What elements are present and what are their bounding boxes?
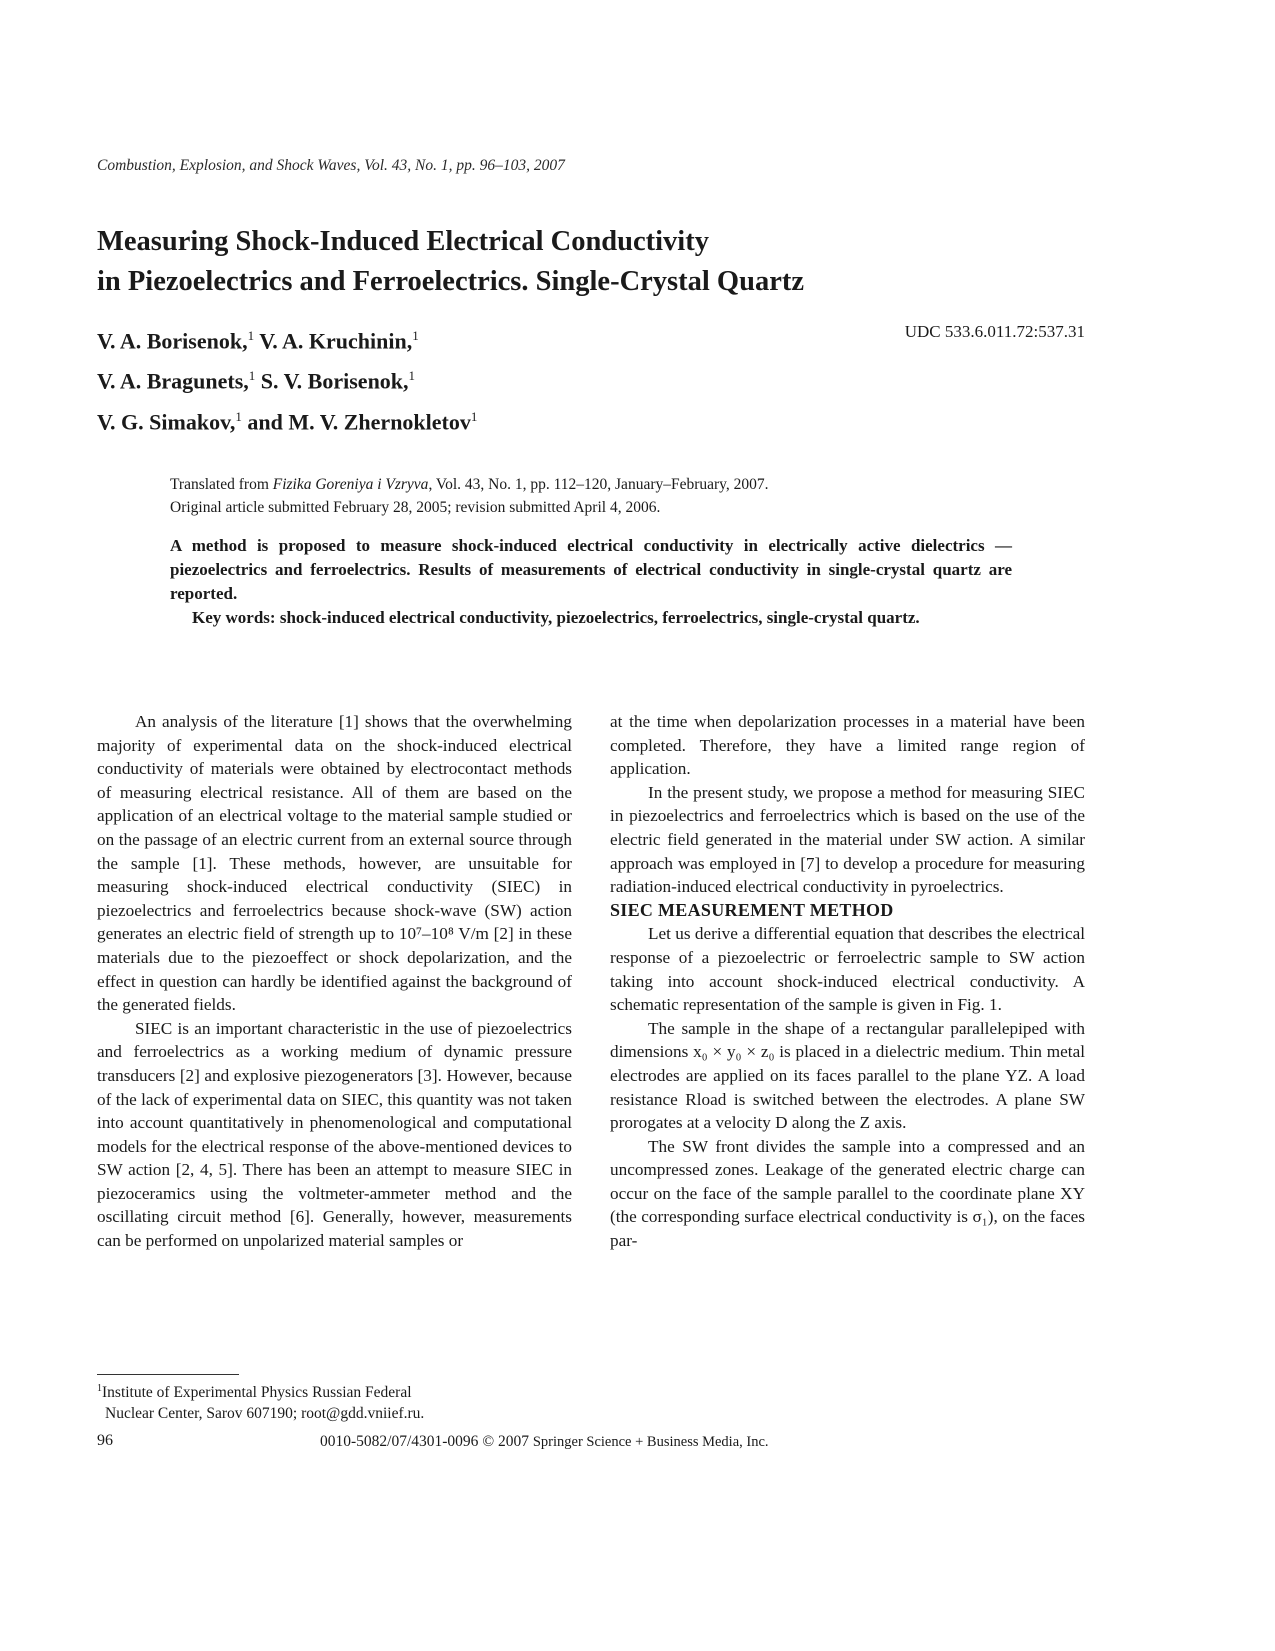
left-column [97,710,572,1253]
footnote-divider [97,1374,239,1375]
footnote-line-1 [97,1378,557,1403]
page-number: 96 [97,1432,113,1449]
title-line-2: in Piezoelectrics and Ferroelectrics. Single-Crystal Quartz [97,266,804,297]
body-paragraph: Let us derive a differential equation that describes the electrical response of a piezoelectric or ferroelectric sample to SW action taking into account shock-induced electrical conductivity. A schematic representation of the sample is given in Fig. 1. [610,924,1085,1015]
author-name: and M. V. Zhernokletov [247,408,471,434]
body-paragraph: In the present study, we propose a method for measuring SIEC in piezoelectrics and ferroelectrics which is based on the use of the electric field generated in the material under SW action. A similar approach was employed in [7] to develop a procedure for measuring radiation-induced electrical conductivity in pyroelectrics. [610,782,1085,897]
abstract [170,534,1012,630]
section-heading: SIEC MEASUREMENT METHOD [610,899,894,920]
author-line-1 [97,318,477,358]
author-affiliation: 1 [470,408,478,424]
keywords: Key words: shock-induced electrical conductivity, piezoelectrics, ferroelectrics, single-crystal quartz. [192,608,920,627]
author-affiliation: 1 [235,408,242,424]
footnote-text: Institute of Experimental Physics Russian Federal [102,1384,412,1402]
abstract-text: A method is proposed to measure shock-induced electrical conductivity in electrically active dielectrics — piezoelectrics and ferroelectrics. Results of measurements of electrical conductivity in single-crystal quartz are reported. [170,536,1012,603]
author-name: V. A. Kruchinin, [259,328,413,354]
author-line-3 [97,399,477,439]
author-name: V. A. Borisenok, [97,328,248,354]
author-name: V. A. Bragunets, [97,368,249,394]
footer-publisher [320,1433,769,1451]
author-name: V. G. Simakov, [97,408,236,434]
body-paragraph: SIEC is an important characteristic in the use of piezoelectrics and ferroelectrics as a working medium of dynamic pressure transducers [2] and explosive piezogenerators [3]. However, because of the lack of experimental data on SIEC, this quantity was not taken into account quantitatively in phenomenological and computational models for the electrical response of the above-mentioned devices to SW action [2, 4, 5]. There has been an attempt to measure SIEC in piezoceramics using the voltmeter-ammeter method and the oscillating circuit method [6]. Generally, however, measurements can be performed on unpolarized material samples or [97,1018,572,1251]
body-paragraph: An analysis of the literature [1] shows that the overwhelming majority of experimental data on the shock-induced electrical conductivity of materials were obtained by electrocontact methods of measuring electrical resistance. All of them are based on the application of an electrical voltage to the material sample studied or on the passage of an electric current from an external source through the sample [1]. These methods, however, are unsuitable for measuring shock-induced electrical conductivity (SIEC) in piezoelectrics and ferroelectrics because shock-wave (SW) action generates an electric field of strength up to 10⁷–10⁸ V/m [2] in these materials due to the piezoeffect or shock depolarization, and the effect in question can hardly be identified against the background of the generated fields. [97,712,572,1015]
author-affiliation: 1 [248,368,256,384]
doc-id: 0010-5082/07/4301-0096 [320,1433,479,1450]
footnote-marker: 1 [97,1383,102,1394]
author-list [97,318,477,439]
copyright: © 2007 [482,1433,529,1450]
publisher-name: Springer Science + Business Media, Inc. [532,1434,769,1450]
author-affiliation: 1 [247,328,255,343]
body-paragraph: at the time when depolarization processes in a material have been completed. Therefore, they have a limited range region of application. [610,712,1085,779]
paper-title [97,222,1097,302]
title-line-1: Measuring Shock-Induced Electrical Conductivity [97,226,709,257]
author-name: S. V. Borisenok, [260,368,409,394]
author-affiliation: 1 [412,328,419,343]
submission-dates: Original article submitted February 28, 2005; revision submitted April 4, 2006. [170,499,661,516]
translation-note [170,473,1100,519]
udc-code: UDC 533.6.011.72:537.31 [904,322,1085,341]
right-column [610,710,1085,1253]
translation-source-line [170,473,1100,496]
journal-citation: Combustion, Explosion, and Shock Waves, Vol. 43, No. 1, pp. 96–103, 2007 [97,157,565,174]
translation-suffix: , Vol. 43, No. 1, pp. 112–120, January–February, 2007. [428,476,769,493]
author-line-2 [97,358,477,398]
affiliation-footnote [97,1378,557,1424]
source-journal: Fizika Goreniya i Vzryva [272,476,429,493]
body-paragraph: The SW front divides the sample into a compressed and an uncompressed zones. Leakage of the generated electric charge can occur on the face of the sample parallel to the coordinate plane XY (the corresponding surface electrical conductivity is σ₁), on the faces par- [610,1136,1085,1251]
translation-prefix: Translated from [170,476,273,493]
author-affiliation: 1 [408,368,416,384]
footnote-line-2: Nuclear Center, Sarov 607190; root@gdd.vniief.ru. [105,1405,425,1423]
body-paragraph: The sample in the shape of a rectangular parallelepiped with dimensions x₀ × y₀ × z₀ is placed in a dielectric medium. Thin metal electrodes are applied on its faces parallel to the plane YZ. A load resistance Rload is switched between the electrodes. A plane SW prorogates at a velocity D along the Z axis. [610,1018,1085,1133]
